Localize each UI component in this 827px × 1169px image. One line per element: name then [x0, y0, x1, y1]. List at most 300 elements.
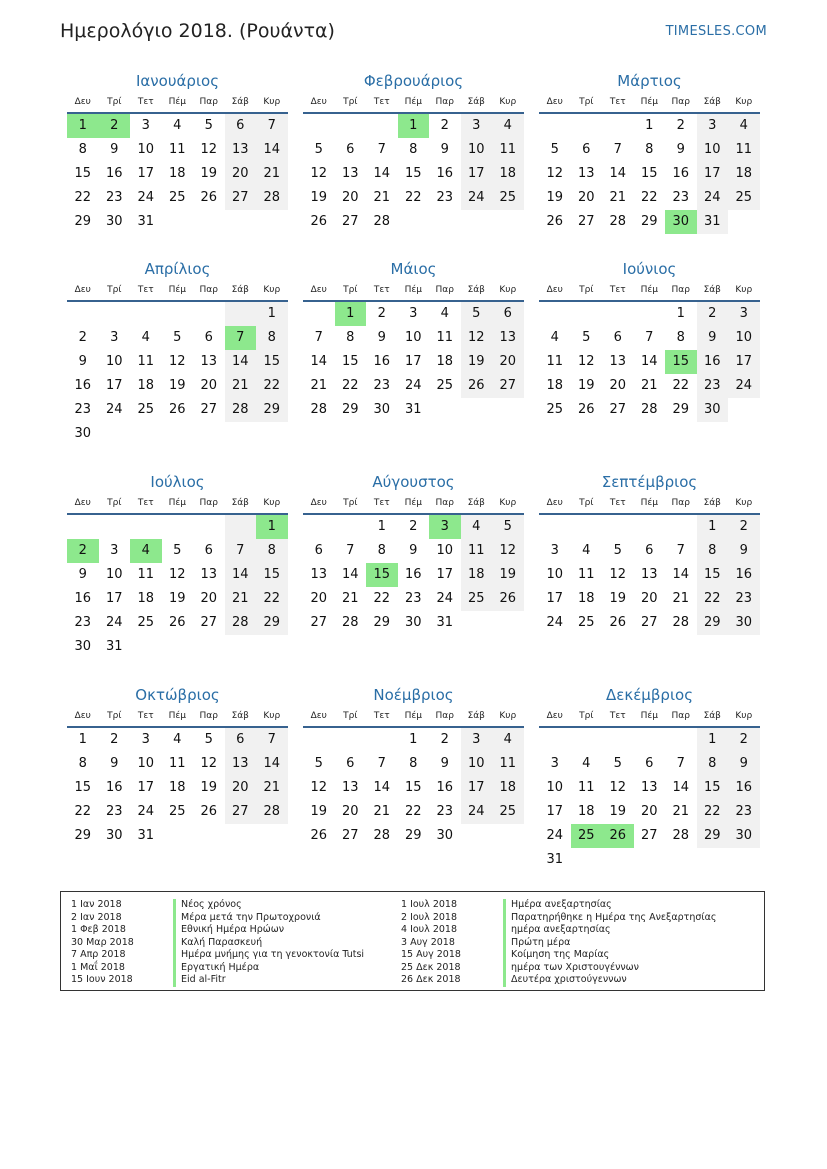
- day-cell: 24: [137, 804, 155, 819]
- day-grid: [303, 114, 524, 234]
- day-cell: 10: [105, 354, 123, 369]
- weekday-label: Παρ: [199, 285, 218, 295]
- empty-cell: [571, 515, 603, 539]
- weekday-header: [303, 280, 524, 302]
- weekday-label: Παρ: [671, 285, 690, 295]
- day-cell: 29: [74, 828, 92, 843]
- day-cell: 20: [225, 162, 257, 186]
- day-cell: 7: [256, 114, 288, 138]
- empty-cell: [193, 422, 225, 446]
- day-cell: 10: [461, 138, 493, 162]
- day-cell: 14: [640, 354, 658, 369]
- weekday-label: Παρ: [671, 498, 690, 508]
- empty-cell: [492, 611, 524, 635]
- empty-cell: [634, 848, 666, 872]
- empty-cell: [67, 302, 99, 326]
- day-cell: 5: [314, 142, 323, 157]
- day-cell: 29: [256, 398, 288, 422]
- day-cell: 7: [225, 326, 257, 350]
- day-cell: 17: [728, 350, 760, 374]
- day-cell: 1: [256, 302, 288, 326]
- day-cell: 14: [373, 780, 391, 795]
- day-cell: 25: [168, 190, 186, 205]
- day-cell: 26: [310, 828, 328, 843]
- holiday-name: Καλή Παρασκευή: [173, 937, 262, 950]
- day-cell: 2: [728, 728, 760, 752]
- day-cell: 26: [577, 402, 595, 417]
- day-cell: 16: [697, 350, 729, 374]
- day-cell: 21: [256, 776, 288, 800]
- day-cell: 10: [546, 780, 564, 795]
- day-cell: 9: [440, 142, 449, 157]
- day-cell: 23: [105, 190, 123, 205]
- weekday-label: Πέμ: [640, 97, 658, 107]
- day-cell: 4: [173, 732, 182, 747]
- page-title: Ημερολόγιο 2018. (Ρουάντα): [60, 20, 335, 42]
- weekday-label: Πέμ: [404, 285, 422, 295]
- day-cell: 24: [105, 615, 123, 630]
- month-calendar: [303, 258, 524, 422]
- day-cell: 30: [697, 398, 729, 422]
- day-cell: 12: [200, 756, 218, 771]
- empty-cell: [130, 422, 162, 446]
- day-cell: 11: [461, 539, 493, 563]
- empty-cell: [728, 210, 760, 234]
- day-cell: 18: [492, 162, 524, 186]
- day-cell: 1: [377, 519, 386, 534]
- weekday-label: Τρί: [107, 711, 122, 721]
- day-cell: 17: [461, 162, 493, 186]
- weekday-label: Τρί: [343, 498, 358, 508]
- empty-cell: [335, 114, 367, 138]
- day-cell: 5: [582, 330, 591, 345]
- empty-cell: [130, 515, 162, 539]
- day-cell: 28: [310, 402, 328, 417]
- day-cell: 27: [341, 828, 359, 843]
- empty-cell: [162, 635, 194, 659]
- weekday-label: Σάβ: [467, 498, 485, 508]
- weekday-label: Δευ: [546, 97, 563, 107]
- day-cell: 25: [728, 186, 760, 210]
- day-cell: 15: [697, 563, 729, 587]
- day-cell: 23: [74, 615, 92, 630]
- day-cell: 11: [492, 138, 524, 162]
- day-cell: 8: [256, 539, 288, 563]
- day-cell: 26: [200, 190, 218, 205]
- day-cell: 6: [225, 728, 257, 752]
- day-cell: 17: [436, 567, 454, 582]
- month-name: Ιούλιος: [150, 473, 205, 491]
- day-cell: 30: [74, 639, 92, 654]
- day-cell: 15: [74, 780, 92, 795]
- day-cell: 12: [577, 354, 595, 369]
- day-cell: 22: [404, 190, 422, 205]
- day-cell: 21: [373, 190, 391, 205]
- day-grid: [67, 114, 288, 234]
- weekday-label: Σάβ: [231, 711, 249, 721]
- day-cell: 27: [640, 828, 658, 843]
- day-cell: 14: [341, 567, 359, 582]
- day-cell: 19: [461, 350, 493, 374]
- day-cell: 1: [645, 118, 654, 133]
- day-cell: 3: [141, 118, 150, 133]
- calendar-grid: [67, 70, 761, 880]
- day-cell: 5: [550, 142, 559, 157]
- day-cell: 7: [314, 330, 323, 345]
- day-cell: 15: [404, 166, 422, 181]
- weekday-label: Σάβ: [703, 711, 721, 721]
- day-cell: 7: [346, 543, 355, 558]
- weekday-label: Σάβ: [467, 711, 485, 721]
- day-cell: 26: [168, 615, 186, 630]
- day-cell: 2: [78, 330, 87, 345]
- day-cell: 29: [697, 824, 729, 848]
- empty-cell: [193, 302, 225, 326]
- day-cell: 5: [613, 756, 622, 771]
- empty-cell: [67, 515, 99, 539]
- empty-cell: [225, 515, 257, 539]
- day-cell: 19: [577, 378, 595, 393]
- weekday-label: Παρ: [199, 711, 218, 721]
- day-cell: 5: [492, 515, 524, 539]
- day-cell: 14: [609, 166, 627, 181]
- empty-cell: [602, 848, 634, 872]
- day-cell: 29: [640, 214, 658, 229]
- empty-cell: [665, 728, 697, 752]
- day-cell: 23: [404, 591, 422, 606]
- day-cell: 7: [645, 330, 654, 345]
- day-cell: 4: [440, 306, 449, 321]
- weekday-label: Τετ: [137, 711, 154, 721]
- weekday-label: Παρ: [199, 498, 218, 508]
- empty-cell: [571, 302, 603, 326]
- month-name: Μάιος: [390, 260, 437, 278]
- day-cell: 2: [697, 302, 729, 326]
- day-cell: 24: [461, 800, 493, 824]
- day-cell: 24: [137, 190, 155, 205]
- day-cell: 20: [640, 804, 658, 819]
- empty-cell: [162, 824, 194, 848]
- day-cell: 13: [609, 354, 627, 369]
- weekday-label: Δευ: [74, 711, 91, 721]
- day-cell: 12: [200, 142, 218, 157]
- holiday-name: Πρώτη μέρα: [503, 937, 570, 950]
- day-cell: 20: [310, 591, 328, 606]
- day-cell: 11: [137, 567, 155, 582]
- day-cell: 15: [256, 350, 288, 374]
- day-cell: 28: [256, 186, 288, 210]
- holiday-date: 1 Ιαν 2018: [71, 899, 122, 910]
- day-cell: 10: [697, 138, 729, 162]
- day-cell: 8: [645, 142, 654, 157]
- day-cell: 13: [341, 780, 359, 795]
- empty-cell: [634, 515, 666, 539]
- day-cell: 26: [546, 214, 564, 229]
- weekday-label: Κυρ: [499, 498, 517, 508]
- day-cell: 22: [404, 804, 422, 819]
- empty-cell: [335, 728, 367, 752]
- month-calendar: [539, 471, 760, 635]
- day-cell: 22: [697, 800, 729, 824]
- weekday-label: Τετ: [609, 498, 626, 508]
- day-cell: 12: [310, 166, 328, 181]
- day-cell: 24: [404, 378, 422, 393]
- empty-cell: [665, 515, 697, 539]
- day-cell: 17: [105, 378, 123, 393]
- day-cell: 11: [577, 567, 595, 582]
- month-calendar: [303, 684, 524, 848]
- weekday-label: Πέμ: [404, 97, 422, 107]
- day-cell: 16: [74, 378, 92, 393]
- month-calendar: [539, 258, 760, 422]
- weekday-label: Δευ: [74, 97, 91, 107]
- day-cell: 31: [137, 828, 155, 843]
- day-cell: 4: [728, 114, 760, 138]
- day-cell: 3: [110, 330, 119, 345]
- day-cell: 28: [672, 615, 690, 630]
- day-cell: 8: [346, 330, 355, 345]
- day-cell: 18: [137, 378, 155, 393]
- day-cell: 15: [665, 350, 697, 374]
- month-name: Απρίλιος: [144, 260, 211, 278]
- day-cell: 5: [461, 302, 493, 326]
- weekday-label: Σάβ: [467, 285, 485, 295]
- day-cell: 10: [137, 756, 155, 771]
- day-cell: 6: [225, 114, 257, 138]
- day-cell: 4: [130, 539, 162, 563]
- weekday-header: [67, 92, 288, 114]
- day-cell: 15: [366, 563, 398, 587]
- month-name: Δεκέμβριος: [605, 686, 693, 704]
- day-cell: 14: [225, 350, 257, 374]
- day-cell: 12: [546, 166, 564, 181]
- day-cell: 22: [697, 587, 729, 611]
- day-cell: 25: [436, 378, 454, 393]
- day-cell: 31: [105, 639, 123, 654]
- day-grid: [67, 302, 288, 446]
- day-cell: 5: [613, 543, 622, 558]
- weekday-header: [303, 92, 524, 114]
- day-cell: 25: [492, 186, 524, 210]
- day-cell: 16: [74, 591, 92, 606]
- day-cell: 25: [577, 615, 595, 630]
- empty-cell: [571, 114, 603, 138]
- empty-cell: [303, 728, 335, 752]
- day-cell: 23: [672, 190, 690, 205]
- empty-cell: [665, 848, 697, 872]
- day-cell: 1: [409, 732, 418, 747]
- empty-cell: [225, 422, 257, 446]
- day-cell: 6: [582, 142, 591, 157]
- day-cell: 12: [609, 567, 627, 582]
- day-cell: 16: [728, 776, 760, 800]
- empty-cell: [539, 302, 571, 326]
- empty-cell: [634, 728, 666, 752]
- site-link[interactable]: TIMESLES.COM: [665, 24, 767, 39]
- weekday-label: Δευ: [74, 498, 91, 508]
- day-cell: 21: [672, 591, 690, 606]
- empty-cell: [256, 422, 288, 446]
- empty-cell: [193, 210, 225, 234]
- day-cell: 3: [429, 515, 461, 539]
- weekday-header: [67, 706, 288, 728]
- day-cell: 14: [672, 780, 690, 795]
- day-cell: 25: [137, 402, 155, 417]
- day-cell: 20: [341, 804, 359, 819]
- holiday-name: Εργατική Ημέρα: [173, 962, 259, 975]
- holiday-date: 30 Μαρ 2018: [71, 936, 134, 948]
- day-cell: 10: [461, 752, 493, 776]
- day-cell: 10: [728, 326, 760, 350]
- day-cell: 30: [373, 402, 391, 417]
- day-cell: 6: [613, 330, 622, 345]
- day-cell: 30: [74, 426, 92, 441]
- month-name: Φεβρουάριος: [363, 72, 464, 90]
- weekday-header: [539, 706, 760, 728]
- day-cell: 27: [200, 402, 218, 417]
- empty-cell: [225, 210, 257, 234]
- empty-cell: [162, 302, 194, 326]
- month-calendar: [67, 258, 288, 446]
- day-cell: 9: [409, 543, 418, 558]
- weekday-label: Παρ: [671, 711, 690, 721]
- day-cell: 18: [546, 378, 564, 393]
- empty-cell: [99, 515, 131, 539]
- day-cell: 17: [105, 591, 123, 606]
- day-cell: 30: [105, 214, 123, 229]
- day-cell: 22: [256, 374, 288, 398]
- day-cell: 31: [137, 214, 155, 229]
- day-cell: 15: [640, 166, 658, 181]
- holiday-date: 2 Ιαν 2018: [71, 911, 122, 923]
- empty-cell: [461, 398, 493, 422]
- day-cell: 28: [373, 214, 391, 229]
- day-cell: 19: [609, 591, 627, 606]
- weekday-label: Δευ: [546, 285, 563, 295]
- day-cell: 9: [110, 142, 119, 157]
- day-cell: 19: [200, 780, 218, 795]
- day-cell: 25: [546, 402, 564, 417]
- holiday-name: Μέρα μετά την Πρωτοχρονιά: [173, 912, 321, 925]
- weekday-label: Πέμ: [640, 285, 658, 295]
- weekday-label: Σάβ: [231, 97, 249, 107]
- empty-cell: [366, 114, 398, 138]
- day-cell: 6: [645, 756, 654, 771]
- holiday-date: 26 Δεκ 2018: [401, 974, 461, 985]
- day-cell: 18: [168, 166, 186, 181]
- holiday-name: Εθνική Ημέρα Ηρώων: [173, 924, 284, 937]
- day-cell: 6: [204, 543, 213, 558]
- day-cell: 21: [256, 162, 288, 186]
- weekday-label: Πέμ: [168, 97, 186, 107]
- empty-cell: [303, 114, 335, 138]
- day-cell: 13: [200, 567, 218, 582]
- day-cell: 4: [492, 114, 524, 138]
- day-cell: 9: [728, 752, 760, 776]
- empty-cell: [539, 114, 571, 138]
- weekday-label: Τετ: [609, 97, 626, 107]
- month-calendar: [67, 471, 288, 659]
- day-cell: 8: [409, 756, 418, 771]
- day-cell: 8: [256, 326, 288, 350]
- day-cell: 21: [373, 804, 391, 819]
- day-cell: 29: [341, 402, 359, 417]
- day-cell: 7: [377, 756, 386, 771]
- day-cell: 23: [373, 378, 391, 393]
- weekday-label: Σάβ: [703, 285, 721, 295]
- weekday-label: Κυρ: [735, 285, 753, 295]
- day-cell: 1: [697, 728, 729, 752]
- day-cell: 14: [256, 138, 288, 162]
- empty-cell: [429, 210, 461, 234]
- day-cell: 16: [404, 567, 422, 582]
- empty-cell: [571, 728, 603, 752]
- day-cell: 19: [168, 591, 186, 606]
- day-cell: 12: [168, 354, 186, 369]
- day-cell: 20: [577, 190, 595, 205]
- day-cell: 21: [609, 190, 627, 205]
- day-cell: 8: [377, 543, 386, 558]
- day-cell: 29: [697, 611, 729, 635]
- day-cell: 20: [200, 378, 218, 393]
- day-cell: 13: [200, 354, 218, 369]
- day-grid: [539, 302, 760, 422]
- day-cell: 22: [640, 190, 658, 205]
- day-cell: 16: [105, 780, 123, 795]
- day-cell: 12: [492, 539, 524, 563]
- day-cell: 22: [373, 591, 391, 606]
- empty-cell: [225, 635, 257, 659]
- empty-cell: [225, 824, 257, 848]
- day-cell: 6: [346, 756, 355, 771]
- day-cell: 23: [436, 804, 454, 819]
- day-cell: 13: [225, 138, 257, 162]
- month-name: Μάρτιος: [617, 72, 682, 90]
- weekday-header: [303, 706, 524, 728]
- empty-cell: [193, 824, 225, 848]
- day-cell: 29: [672, 402, 690, 417]
- day-cell: 28: [672, 828, 690, 843]
- weekday-label: Δευ: [310, 285, 327, 295]
- day-cell: 4: [141, 330, 150, 345]
- empty-cell: [461, 210, 493, 234]
- month-name: Οκτώβριος: [135, 686, 220, 704]
- day-cell: 28: [373, 828, 391, 843]
- day-cell: 31: [436, 615, 454, 630]
- month-name: Αύγουστος: [372, 473, 455, 491]
- weekday-label: Δευ: [310, 498, 327, 508]
- day-cell: 19: [310, 190, 328, 205]
- empty-cell: [99, 422, 131, 446]
- weekday-header: [539, 92, 760, 114]
- day-cell: 20: [341, 190, 359, 205]
- day-cell: 16: [728, 563, 760, 587]
- weekday-label: Δευ: [310, 711, 327, 721]
- day-cell: 28: [609, 214, 627, 229]
- day-cell: 8: [697, 752, 729, 776]
- day-cell: 27: [225, 800, 257, 824]
- day-cell: 5: [314, 756, 323, 771]
- day-cell: 22: [341, 378, 359, 393]
- day-grid: [539, 515, 760, 635]
- day-cell: 29: [404, 828, 422, 843]
- day-grid: [67, 728, 288, 848]
- day-cell: 22: [74, 190, 92, 205]
- weekday-label: Τρί: [579, 498, 594, 508]
- empty-cell: [602, 515, 634, 539]
- day-cell: 22: [74, 804, 92, 819]
- day-cell: 13: [640, 567, 658, 582]
